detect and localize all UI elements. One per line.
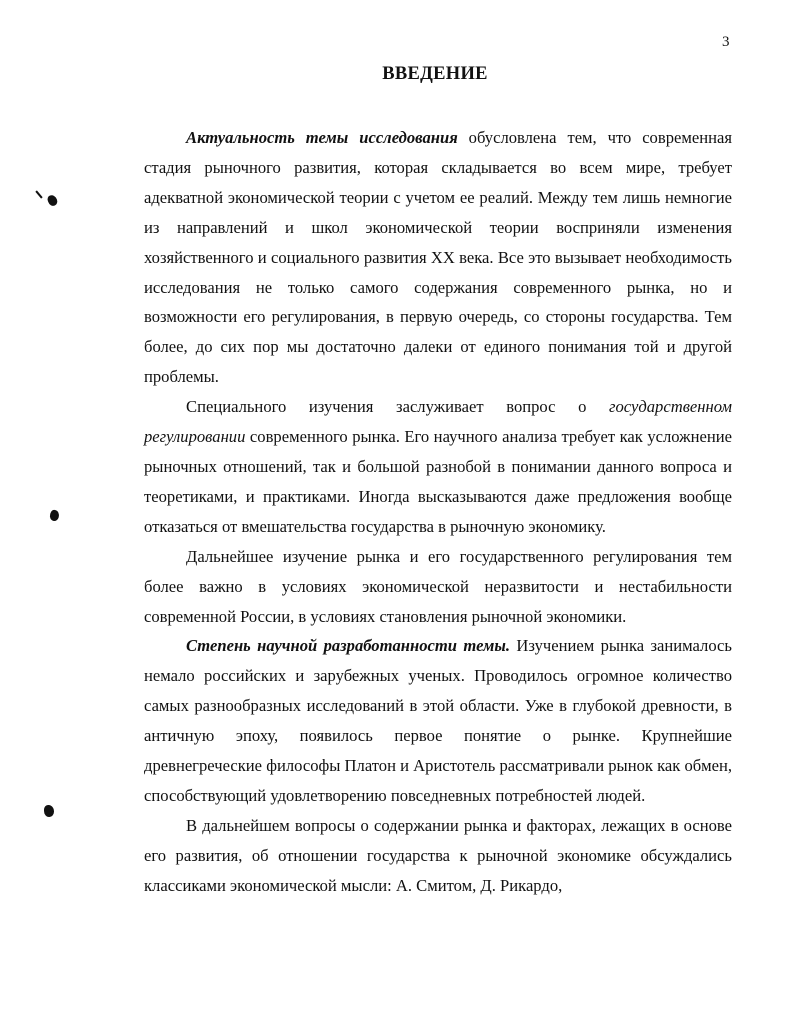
page-title: ВВЕДЕНИЕ bbox=[382, 64, 488, 84]
margin-ink-mark bbox=[46, 194, 58, 207]
margin-ink-mark bbox=[44, 805, 54, 817]
paragraph-research-degree bbox=[144, 631, 732, 810]
page-number: 3 bbox=[722, 34, 730, 50]
paragraph-russia bbox=[144, 542, 732, 632]
paragraph-lead: Актуальность темы исследования bbox=[186, 128, 458, 147]
paragraph-state-regulation bbox=[144, 392, 732, 542]
paragraph-text: Специального изучения заслуживает вопрос о bbox=[186, 397, 610, 417]
paragraph-italic-term: государственном регулировании bbox=[144, 397, 732, 447]
margin-ink-mark bbox=[49, 509, 61, 522]
paragraph-text: В дальнейшем вопросы о содержании рынка и факторах, лежащих в основе его развития, об отношении государства к рыночной экономике обсуждались классиками экономической мысли: А. Смитом, Д. Рикардо, bbox=[144, 815, 732, 895]
document-body bbox=[144, 123, 732, 901]
paragraph-classics bbox=[144, 811, 732, 901]
paragraph-lead: Степень научной разработанности темы. bbox=[186, 636, 511, 656]
margin-stroke-mark bbox=[35, 190, 42, 198]
paragraph-text: современного рынка. Его научного анализа требует как усложнение рыночных отношений, так и большой разнобой в понимании данного вопроса и теоретиками, и практиками. Иногда высказываются даже предложения вообще отказаться от вмешательства государства в рыночную экономику. bbox=[144, 427, 732, 536]
paragraph-text: обусловлена тем, что современная стадия рыночного развития, которая складывается во всем мире, требует адекватной экономической теории с учетом ее реалий. Между тем лишь немногие из направлений и школ экономической теории восприняли изменения хозяйственного и социального развития XX века. Все это вызывает необходимость исследования не только самого содержания современного рынка, но и возможности его регулирования, в первую очередь, со стороны государства. Тем более, до сих пор мы достаточно далеки от единого понимания той и другой проблемы. bbox=[144, 128, 732, 387]
paragraph-text: Дальнейшее изучение рынка и его государственного регулирования тем более важно в условиях экономической неразвитости и нестабильности современной России, в условиях становления рыночной экономики. bbox=[144, 546, 732, 626]
paragraph-relevance bbox=[144, 123, 732, 392]
paragraph-text: Изучением рынка занималось немало российских и зарубежных ученых. Проводилось огромное количество самых разнообразных исследований в этой области. Уже в глубокой древности, в античную эпоху, появилось первое понятие о рынке. Крупнейшие древнегреческие философы Платон и Аристотель рассматривали рынок как обмен, способствующий удовлетворению повседневных потребностей людей. bbox=[144, 636, 732, 805]
